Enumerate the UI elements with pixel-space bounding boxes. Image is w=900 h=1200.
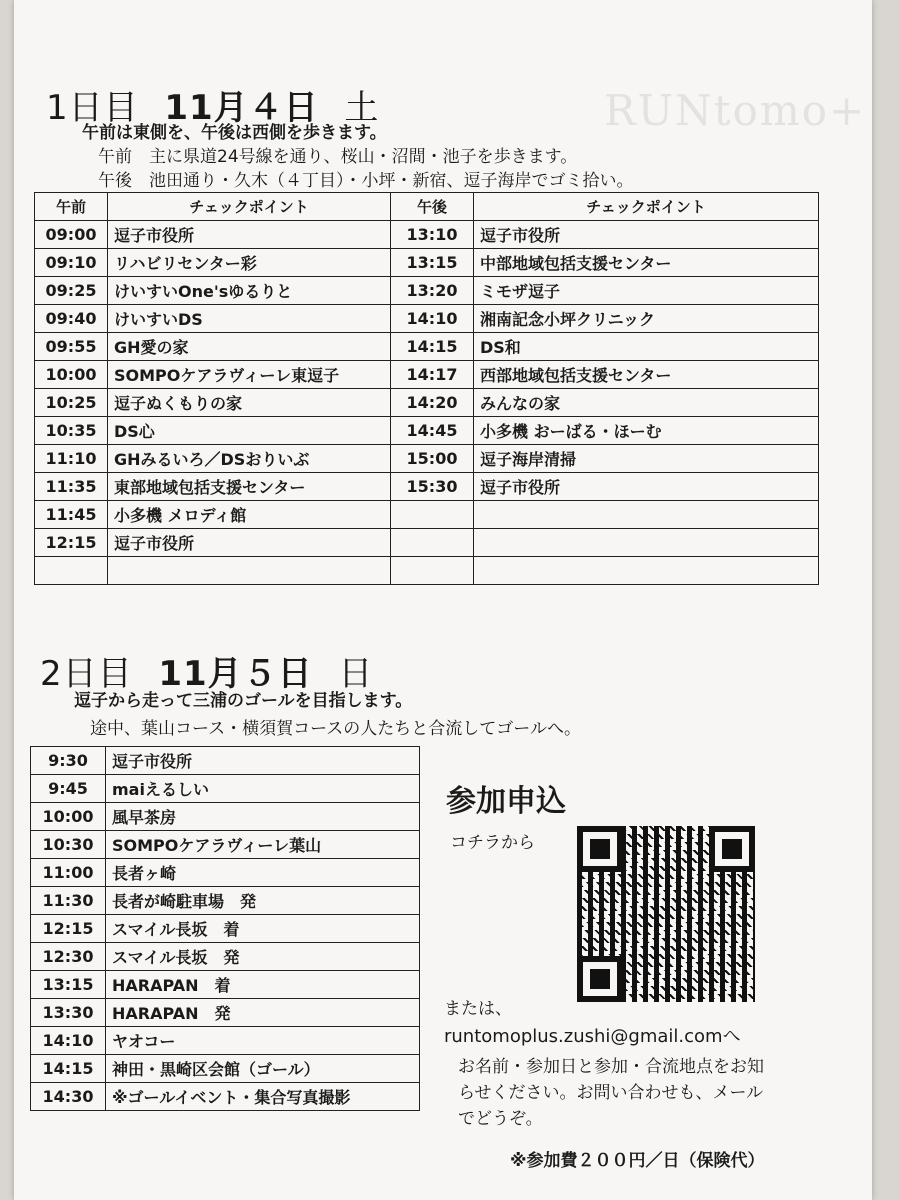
pm-time: 13:10 [391,221,474,249]
day1-number: 1日目 [46,88,139,128]
table-row [31,831,420,859]
am-time-header: 午前 [35,193,108,221]
table-row [35,445,819,473]
pm-checkpoint: 逗子市役所 [474,221,819,249]
pm-time: 15:30 [391,473,474,501]
table-row [35,417,819,445]
table-row [31,971,420,999]
pm-checkpoint: みんなの家 [474,389,819,417]
day2-time: 9:30 [31,747,106,775]
pm-checkpoint: 湘南記念小坪クリニック [474,305,819,333]
apply-line-3: でどうぞ。 [458,1109,543,1129]
am-checkpoint: 逗子市役所 [108,529,391,557]
day2-checkpoint: 風早茶房 [106,803,420,831]
pm-time: 14:45 [391,417,474,445]
table-row [35,529,819,557]
am-time: 09:00 [35,221,108,249]
table-row [35,277,819,305]
am-checkpoint [108,557,391,585]
day2-schedule-table [30,746,420,1111]
pm-time: 14:20 [391,389,474,417]
day2-checkpoint: HARAPAN 発 [106,999,420,1027]
day2-subtitle: 逗子から走って三浦のゴールを目指します。 [74,691,413,711]
pm-time: 14:15 [391,333,474,361]
table-row [35,473,819,501]
day1-header-row [35,193,819,221]
day2-checkpoint: 長者が崎駐車場 発 [106,887,420,915]
day1-schedule-table [34,192,819,585]
apply-line-2: らせください。お問い合わせも、メール [458,1083,764,1103]
apply-or: または、 [444,999,512,1019]
day1-subtitle: 午前は東側を、午後は西側を歩きます。 [82,123,387,143]
day2-number: 2日目 [40,654,133,694]
am-checkpoint: 東部地域包括支援センター [108,473,391,501]
day2-checkpoint: ヤオコー [106,1027,420,1055]
table-row [31,859,420,887]
am-time: 11:35 [35,473,108,501]
apply-line-1: お名前・参加日と参加・合流地点をお知 [458,1057,764,1077]
am-checkpoint: 逗子ぬくもりの家 [108,389,391,417]
pm-checkpoint: DS和 [474,333,819,361]
day2-time: 14:15 [31,1055,106,1083]
am-checkpoint: 逗子市役所 [108,221,391,249]
apply-fee: ※参加費２００円／日（保険代） [510,1151,765,1171]
table-row [35,305,819,333]
day2-time: 10:30 [31,831,106,859]
table-row [31,1055,420,1083]
table-row [35,389,819,417]
day2-time: 13:30 [31,999,106,1027]
pm-time [391,529,474,557]
day2-weekday: 日 [338,654,374,694]
table-row [31,999,420,1027]
qr-code[interactable] [577,826,755,1002]
qr-finder-icon [709,826,755,872]
day2-time: 13:15 [31,971,106,999]
pm-time: 14:10 [391,305,474,333]
pm-checkpoint: 西部地域包括支援センター [474,361,819,389]
pm-checkpoint: 中部地域包括支援センター [474,249,819,277]
am-time: 09:55 [35,333,108,361]
table-row [31,887,420,915]
day1-am-route: 午前 主に県道24号線を通り、桜山・沼間・池子を歩きます。 [98,147,578,167]
am-checkpoint-header: チェックポイント [108,193,391,221]
table-row [31,775,420,803]
day2-time: 11:00 [31,859,106,887]
qr-finder-icon [577,826,623,872]
pm-time: 13:20 [391,277,474,305]
day2-time: 12:15 [31,915,106,943]
pm-checkpoint [474,557,819,585]
am-time: 10:00 [35,361,108,389]
flyer-page [14,0,872,1200]
am-time: 09:40 [35,305,108,333]
apply-title: 参加申込 [446,784,566,819]
day1-pm-route: 午後 池田通り・久木（４丁目）・小坪・新宿、逗子海岸でゴミ拾い。 [98,171,634,191]
am-checkpoint: DS心 [108,417,391,445]
am-time: 11:10 [35,445,108,473]
pm-checkpoint [474,529,819,557]
day2-time: 14:10 [31,1027,106,1055]
day2-checkpoint: スマイル長坂 発 [106,943,420,971]
day2-date: 11月５日 [158,654,313,694]
table-row [31,1083,420,1111]
pm-checkpoint: 逗子市役所 [474,473,819,501]
am-time [35,557,108,585]
am-checkpoint: SOMPOケアラヴィーレ東逗子 [108,361,391,389]
show-through-text: RUNtomo+ [604,86,867,135]
pm-time: 14:17 [391,361,474,389]
day2-time: 14:30 [31,1083,106,1111]
table-row [31,1027,420,1055]
pm-checkpoint-header: チェックポイント [474,193,819,221]
am-time: 11:45 [35,501,108,529]
day2-time: 9:45 [31,775,106,803]
table-row [35,557,819,585]
day2-checkpoint: 長者ヶ崎 [106,859,420,887]
pm-time-header: 午後 [391,193,474,221]
am-checkpoint: リハビリセンター彩 [108,249,391,277]
table-row [35,361,819,389]
am-time: 10:35 [35,417,108,445]
table-row [35,333,819,361]
pm-checkpoint: ミモザ逗子 [474,277,819,305]
apply-from-here: コチラから [450,833,535,853]
day2-time: 10:00 [31,803,106,831]
table-row [31,803,420,831]
am-time: 12:15 [35,529,108,557]
day2-checkpoint: 神田・黒崎区会館（ゴール） [106,1055,420,1083]
am-checkpoint: 小多機 メロディ館 [108,501,391,529]
day2-checkpoint: 逗子市役所 [106,747,420,775]
day2-checkpoint: スマイル長坂 着 [106,915,420,943]
am-time: 09:10 [35,249,108,277]
pm-time [391,501,474,529]
day2-time: 11:30 [31,887,106,915]
day2-note: 途中、葉山コース・横須賀コースの人たちと合流してゴールへ。 [90,719,581,739]
apply-email[interactable]: runtomoplus.zushi@gmail.comへ [444,1026,741,1047]
table-row [31,747,420,775]
am-checkpoint: けいすいDS [108,305,391,333]
am-time: 10:25 [35,389,108,417]
day1-date: 11月４日 [164,88,319,128]
day1-weekday: 土 [344,88,380,128]
day2-time: 12:30 [31,943,106,971]
table-row [35,501,819,529]
am-checkpoint: GH愛の家 [108,333,391,361]
pm-time: 15:00 [391,445,474,473]
table-row [31,915,420,943]
table-row [35,249,819,277]
table-row [31,943,420,971]
pm-checkpoint: 逗子海岸清掃 [474,445,819,473]
pm-time: 13:15 [391,249,474,277]
am-checkpoint: けいすいOne'sゆるりと [108,277,391,305]
day2-checkpoint: ※ゴールイベント・集合写真撮影 [106,1083,420,1111]
am-checkpoint: GHみるいろ／DSおりいぶ [108,445,391,473]
day2-checkpoint: SOMPOケアラヴィーレ葉山 [106,831,420,859]
pm-checkpoint [474,501,819,529]
day2-checkpoint: maiえるしい [106,775,420,803]
table-row [35,221,819,249]
pm-checkpoint: 小多機 おーばる・ほーむ [474,417,819,445]
am-time: 09:25 [35,277,108,305]
pm-time [391,557,474,585]
qr-finder-icon [577,956,623,1002]
day2-checkpoint: HARAPAN 着 [106,971,420,999]
